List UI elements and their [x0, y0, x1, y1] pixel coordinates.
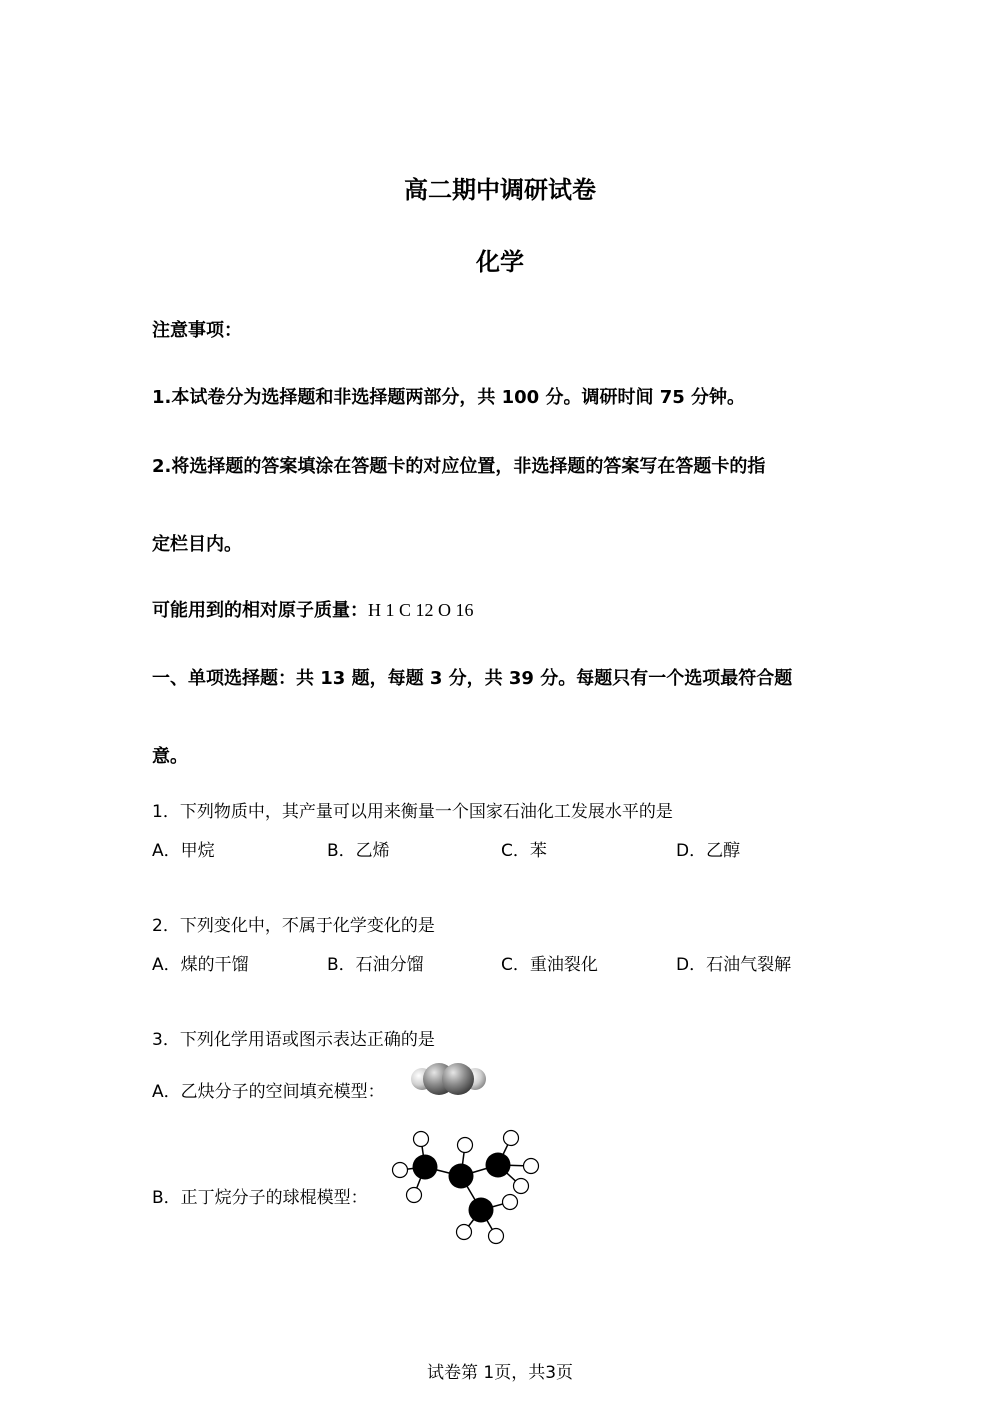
question-3-option-b: B．正丁烷分子的球棍模型：	[152, 1188, 368, 1208]
question-2-option-d: D．石油气裂解	[676, 955, 792, 975]
butane-ball-and-stick-model-image	[385, 1125, 545, 1250]
question-2-option-b: B．石油分馏	[327, 955, 424, 975]
notice-heading: 注意事项：	[152, 320, 242, 341]
atomic-mass-line	[152, 596, 474, 622]
question-2-option-a: A．煤的干馏	[152, 955, 249, 975]
question-1-option-c: C．苯	[501, 841, 547, 861]
notice-item-1: 1.本试卷分为选择题和非选择题两部分，共 100 分。调研时间 75 分钟。	[152, 387, 746, 408]
question-2-option-c: C．重油裂化	[501, 955, 598, 975]
question-1-option-d: D．乙醇	[676, 841, 741, 861]
exam-title: 高二期中调研试卷	[404, 176, 596, 204]
atomic-mass-values: H 1 C 12 O 16	[368, 600, 474, 620]
section-1-heading-line-1: 一、单项选择题：共 13 题，每题 3 分，共 39 分。每题只有一个选项最符合题	[152, 668, 793, 689]
notice-item-2-line-2: 定栏目内。	[152, 534, 242, 555]
acetylene-space-filling-model-image	[405, 1060, 490, 1100]
atomic-mass-label: 可能用到的相对原子质量：	[152, 600, 368, 621]
page-footer: 试卷第 1页，共3页	[426, 1363, 574, 1383]
notice-item-2-line-1: 2.将选择题的答案填涂在答题卡的对应位置，非选择题的答案写在答题卡的指	[152, 456, 766, 477]
question-3-option-a: A．乙炔分子的空间填充模型：	[152, 1082, 385, 1102]
question-1-stem: 1．下列物质中，其产量可以用来衡量一个国家石油化工发展水平的是	[152, 802, 673, 822]
question-1-option-a: A．甲烷	[152, 841, 215, 861]
question-2-stem: 2．下列变化中，不属于化学变化的是	[152, 916, 435, 936]
section-1-heading-line-2: 意。	[152, 746, 188, 767]
question-1-option-b: B．乙烯	[327, 841, 390, 861]
subject-title: 化学	[476, 248, 524, 276]
question-3-stem: 3．下列化学用语或图示表达正确的是	[152, 1030, 435, 1050]
